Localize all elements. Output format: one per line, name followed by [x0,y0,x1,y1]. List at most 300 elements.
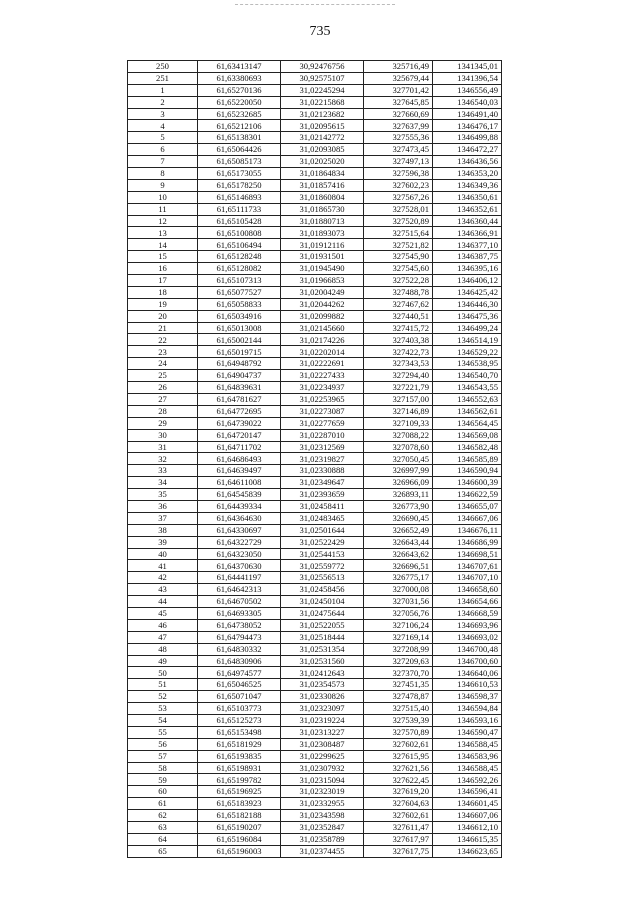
latitude-cell: 61,64330697 [198,524,281,536]
y-coordinate-cell: 1346640,06 [433,667,502,679]
x-coordinate-cell: 327403,38 [364,334,433,346]
table-row [128,382,502,394]
point-number-cell: 9 [128,179,198,191]
table-row [128,441,502,453]
longitude-cell: 31,01931501 [281,251,364,263]
x-coordinate-cell: 327078,60 [364,441,433,453]
page-number: 735 [309,24,331,39]
table-row [128,822,502,834]
y-coordinate-cell: 1346360,44 [433,215,502,227]
point-number-cell: 4 [128,120,198,132]
y-coordinate-cell: 1346693,02 [433,631,502,643]
latitude-cell: 61,65212106 [198,120,281,132]
point-number-cell: 62 [128,810,198,822]
point-number-cell: 65 [128,845,198,857]
point-number-cell: 35 [128,489,198,501]
y-coordinate-cell: 1346352,61 [433,203,502,215]
point-number-cell: 36 [128,500,198,512]
point-number-cell: 51 [128,679,198,691]
latitude-cell: 61,65058833 [198,298,281,310]
point-number-cell: 2 [128,96,198,108]
table-row [128,465,502,477]
y-coordinate-cell: 1346590,47 [433,726,502,738]
point-number-cell: 20 [128,310,198,322]
latitude-cell: 61,64772695 [198,405,281,417]
longitude-cell: 31,01945490 [281,263,364,275]
x-coordinate-cell: 327343,53 [364,358,433,370]
y-coordinate-cell: 1346585,89 [433,453,502,465]
point-number-cell: 1 [128,84,198,96]
x-coordinate-cell: 327615,95 [364,750,433,762]
longitude-cell: 31,02273087 [281,405,364,417]
longitude-cell: 31,01912116 [281,239,364,251]
point-number-cell: 64 [128,833,198,845]
longitude-cell: 31,02458411 [281,500,364,512]
latitude-cell: 61,65190207 [198,822,281,834]
latitude-cell: 61,64545839 [198,489,281,501]
x-coordinate-cell: 327209,63 [364,655,433,667]
longitude-cell: 31,02556513 [281,572,364,584]
latitude-cell: 61,64974577 [198,667,281,679]
table-row [128,691,502,703]
y-coordinate-cell: 1346668,59 [433,607,502,619]
latitude-cell: 61,65196084 [198,833,281,845]
table-row [128,453,502,465]
x-coordinate-cell: 327088,22 [364,429,433,441]
longitude-cell: 31,01865730 [281,203,364,215]
table-row [128,738,502,750]
latitude-cell: 61,64948792 [198,358,281,370]
latitude-cell: 61,64693305 [198,607,281,619]
table-row [128,275,502,287]
latitude-cell: 61,64711702 [198,441,281,453]
longitude-cell: 31,02145660 [281,322,364,334]
y-coordinate-cell: 1346395,16 [433,263,502,275]
longitude-cell: 31,02531560 [281,655,364,667]
longitude-cell: 31,02501644 [281,524,364,536]
latitude-cell: 61,65071047 [198,691,281,703]
longitude-cell: 31,02522429 [281,536,364,548]
y-coordinate-cell: 1346607,06 [433,810,502,822]
y-coordinate-cell: 1346377,10 [433,239,502,251]
longitude-cell: 31,02234937 [281,382,364,394]
latitude-cell: 61,65196925 [198,786,281,798]
x-coordinate-cell: 326643,44 [364,536,433,548]
point-number-cell: 46 [128,619,198,631]
point-number-cell: 19 [128,298,198,310]
longitude-cell: 31,02227433 [281,370,364,382]
y-coordinate-cell: 1346540,70 [433,370,502,382]
latitude-cell: 61,65193835 [198,750,281,762]
x-coordinate-cell: 327488,78 [364,286,433,298]
y-coordinate-cell: 1346564,45 [433,417,502,429]
table-row [128,96,502,108]
table-row [128,774,502,786]
y-coordinate-cell: 1346698,51 [433,548,502,560]
y-coordinate-cell: 1346658,60 [433,584,502,596]
latitude-cell: 61,65064426 [198,144,281,156]
table-row [128,810,502,822]
point-number-cell: 3 [128,108,198,120]
y-coordinate-cell: 1341345,01 [433,61,502,73]
point-number-cell: 48 [128,643,198,655]
point-number-cell: 14 [128,239,198,251]
x-coordinate-cell: 327528,01 [364,203,433,215]
x-coordinate-cell: 327440,51 [364,310,433,322]
table-row [128,179,502,191]
y-coordinate-cell: 1346593,16 [433,714,502,726]
x-coordinate-cell: 327545,60 [364,263,433,275]
x-coordinate-cell: 327473,45 [364,144,433,156]
table-row [128,667,502,679]
longitude-cell: 31,02531354 [281,643,364,655]
x-coordinate-cell: 326775,17 [364,572,433,584]
longitude-cell: 31,02349647 [281,477,364,489]
point-number-cell: 30 [128,429,198,441]
point-number-cell: 10 [128,191,198,203]
longitude-cell: 31,02522055 [281,619,364,631]
longitude-cell: 31,01880713 [281,215,364,227]
table-row [128,489,502,501]
longitude-cell: 31,02559772 [281,560,364,572]
table-row [128,227,502,239]
y-coordinate-cell: 1346615,35 [433,833,502,845]
latitude-cell: 61,65128248 [198,251,281,263]
x-coordinate-cell: 326997,99 [364,465,433,477]
x-coordinate-cell: 326966,09 [364,477,433,489]
table-row [128,203,502,215]
longitude-cell: 31,02358789 [281,833,364,845]
longitude-cell: 31,02374455 [281,845,364,857]
point-number-cell: 59 [128,774,198,786]
latitude-cell: 61,64642313 [198,584,281,596]
y-coordinate-cell: 1346686,99 [433,536,502,548]
x-coordinate-cell: 327602,61 [364,738,433,750]
y-coordinate-cell: 1346499,88 [433,132,502,144]
point-number-cell: 12 [128,215,198,227]
longitude-cell: 31,01860804 [281,191,364,203]
latitude-cell: 61,63413147 [198,61,281,73]
point-number-cell: 15 [128,251,198,263]
table-row [128,144,502,156]
point-number-cell: 52 [128,691,198,703]
table-row [128,286,502,298]
y-coordinate-cell: 1346700,60 [433,655,502,667]
y-coordinate-cell: 1346540,03 [433,96,502,108]
table-row [128,524,502,536]
latitude-cell: 61,65046525 [198,679,281,691]
table-row [128,655,502,667]
y-coordinate-cell: 1346499,24 [433,322,502,334]
x-coordinate-cell: 327570,89 [364,726,433,738]
y-coordinate-cell: 1346569,08 [433,429,502,441]
point-number-cell: 21 [128,322,198,334]
longitude-cell: 31,02450104 [281,596,364,608]
x-coordinate-cell: 327621,56 [364,762,433,774]
point-number-cell: 32 [128,453,198,465]
table-row [128,120,502,132]
table-row [128,536,502,548]
y-coordinate-cell: 1346592,26 [433,774,502,786]
point-number-cell: 27 [128,393,198,405]
table-row [128,477,502,489]
y-coordinate-cell: 1346472,27 [433,144,502,156]
latitude-cell: 61,65153498 [198,726,281,738]
x-coordinate-cell: 326893,11 [364,489,433,501]
longitude-cell: 31,02483465 [281,512,364,524]
longitude-cell: 31,02343598 [281,810,364,822]
y-coordinate-cell: 1346610,53 [433,679,502,691]
table-row [128,310,502,322]
longitude-cell: 31,02093085 [281,144,364,156]
y-coordinate-cell: 1346654,66 [433,596,502,608]
latitude-cell: 61,64370630 [198,560,281,572]
longitude-cell: 31,02202014 [281,346,364,358]
coordinates-table-body [128,61,502,858]
table-row [128,845,502,857]
latitude-cell: 61,64904737 [198,370,281,382]
point-number-cell: 37 [128,512,198,524]
longitude-cell: 31,01966853 [281,275,364,287]
table-row [128,584,502,596]
point-number-cell: 63 [128,822,198,834]
y-coordinate-cell: 1346707,10 [433,572,502,584]
table-row [128,429,502,441]
x-coordinate-cell: 327056,76 [364,607,433,619]
y-coordinate-cell: 1346562,61 [433,405,502,417]
x-coordinate-cell: 327451,35 [364,679,433,691]
point-number-cell: 251 [128,72,198,84]
latitude-cell: 61,64323050 [198,548,281,560]
x-coordinate-cell: 327520,89 [364,215,433,227]
table-row [128,358,502,370]
x-coordinate-cell: 327146,89 [364,405,433,417]
point-number-cell: 55 [128,726,198,738]
table-row [128,346,502,358]
latitude-cell: 61,65106494 [198,239,281,251]
table-row [128,239,502,251]
y-coordinate-cell: 1346583,96 [433,750,502,762]
point-number-cell: 7 [128,156,198,168]
longitude-cell: 31,02215868 [281,96,364,108]
point-number-cell: 54 [128,714,198,726]
table-row [128,500,502,512]
latitude-cell: 61,65077527 [198,286,281,298]
x-coordinate-cell: 326643,62 [364,548,433,560]
table-row [128,215,502,227]
point-number-cell: 50 [128,667,198,679]
latitude-cell: 61,65182188 [198,810,281,822]
y-coordinate-cell: 1346612,10 [433,822,502,834]
latitude-cell: 61,64830332 [198,643,281,655]
longitude-cell: 31,02354573 [281,679,364,691]
latitude-cell: 61,64639497 [198,465,281,477]
table-row [128,726,502,738]
x-coordinate-cell: 327221,79 [364,382,433,394]
latitude-cell: 61,65198931 [198,762,281,774]
x-coordinate-cell: 327596,38 [364,168,433,180]
y-coordinate-cell: 1346425,42 [433,286,502,298]
longitude-cell: 31,02123682 [281,108,364,120]
x-coordinate-cell: 327622,45 [364,774,433,786]
point-number-cell: 17 [128,275,198,287]
table-row [128,334,502,346]
y-coordinate-cell: 1346622,59 [433,489,502,501]
x-coordinate-cell: 327555,36 [364,132,433,144]
x-coordinate-cell: 326696,51 [364,560,433,572]
x-coordinate-cell: 327106,24 [364,619,433,631]
longitude-cell: 31,02319827 [281,453,364,465]
latitude-cell: 61,65002144 [198,334,281,346]
longitude-cell: 31,02352847 [281,822,364,834]
table-row [128,263,502,275]
y-coordinate-cell: 1346655,07 [433,500,502,512]
x-coordinate-cell: 327467,62 [364,298,433,310]
x-coordinate-cell: 326690,45 [364,512,433,524]
latitude-cell: 61,65146893 [198,191,281,203]
latitude-cell: 61,65105428 [198,215,281,227]
y-coordinate-cell: 1346623,65 [433,845,502,857]
table-row [128,298,502,310]
table-row [128,61,502,73]
latitude-cell: 61,64839631 [198,382,281,394]
point-number-cell: 41 [128,560,198,572]
point-number-cell: 60 [128,786,198,798]
longitude-cell: 31,02308487 [281,738,364,750]
latitude-cell: 61,65100808 [198,227,281,239]
latitude-cell: 61,64441197 [198,572,281,584]
point-number-cell: 39 [128,536,198,548]
point-number-cell: 43 [128,584,198,596]
longitude-cell: 31,02044262 [281,298,364,310]
latitude-cell: 61,65199782 [198,774,281,786]
y-coordinate-cell: 1346446,30 [433,298,502,310]
longitude-cell: 31,02025020 [281,156,364,168]
longitude-cell: 31,02004249 [281,286,364,298]
longitude-cell: 31,02315094 [281,774,364,786]
x-coordinate-cell: 327602,61 [364,810,433,822]
y-coordinate-cell: 1346514,19 [433,334,502,346]
y-coordinate-cell: 1346596,41 [433,786,502,798]
point-number-cell: 5 [128,132,198,144]
y-coordinate-cell: 1346556,49 [433,84,502,96]
table-row [128,393,502,405]
x-coordinate-cell: 327602,23 [364,179,433,191]
point-number-cell: 22 [128,334,198,346]
longitude-cell: 31,02544153 [281,548,364,560]
longitude-cell: 31,02174226 [281,334,364,346]
latitude-cell: 61,64670502 [198,596,281,608]
latitude-cell: 61,64720147 [198,429,281,441]
x-coordinate-cell: 326773,90 [364,500,433,512]
table-row [128,251,502,263]
point-number-cell: 8 [128,168,198,180]
x-coordinate-cell: 327157,00 [364,393,433,405]
y-coordinate-cell: 1346590,94 [433,465,502,477]
latitude-cell: 61,64611008 [198,477,281,489]
point-number-cell: 18 [128,286,198,298]
y-coordinate-cell: 1346588,45 [433,738,502,750]
point-number-cell: 44 [128,596,198,608]
point-number-cell: 47 [128,631,198,643]
point-number-cell: 33 [128,465,198,477]
page-top-rule [235,4,395,5]
point-number-cell: 58 [128,762,198,774]
y-coordinate-cell: 1346349,36 [433,179,502,191]
y-coordinate-cell: 1346529,22 [433,346,502,358]
longitude-cell: 31,02412643 [281,667,364,679]
x-coordinate-cell: 325716,49 [364,61,433,73]
point-number-cell: 26 [128,382,198,394]
latitude-cell: 61,65138301 [198,132,281,144]
x-coordinate-cell: 327617,97 [364,833,433,845]
point-number-cell: 6 [128,144,198,156]
point-number-cell: 25 [128,370,198,382]
point-number-cell: 45 [128,607,198,619]
table-row [128,548,502,560]
latitude-cell: 61,64739022 [198,417,281,429]
latitude-cell: 61,65173055 [198,168,281,180]
table-row [128,679,502,691]
x-coordinate-cell: 327611,47 [364,822,433,834]
longitude-cell: 31,02095615 [281,120,364,132]
latitude-cell: 61,65013008 [198,322,281,334]
y-coordinate-cell: 1346387,75 [433,251,502,263]
latitude-cell: 61,64322729 [198,536,281,548]
table-row [128,798,502,810]
latitude-cell: 61,65196003 [198,845,281,857]
table-row [128,750,502,762]
y-coordinate-cell: 1346601,45 [433,798,502,810]
longitude-cell: 31,02323097 [281,703,364,715]
point-number-cell: 23 [128,346,198,358]
table-row [128,786,502,798]
longitude-cell: 31,02299625 [281,750,364,762]
longitude-cell: 31,02142772 [281,132,364,144]
x-coordinate-cell: 327050,45 [364,453,433,465]
x-coordinate-cell: 325679,44 [364,72,433,84]
point-number-cell: 49 [128,655,198,667]
table-row [128,560,502,572]
y-coordinate-cell: 1346350,61 [433,191,502,203]
x-coordinate-cell: 327294,40 [364,370,433,382]
longitude-cell: 31,02312569 [281,441,364,453]
x-coordinate-cell: 327515,64 [364,227,433,239]
coordinates-table [127,60,502,858]
latitude-cell: 61,64830906 [198,655,281,667]
longitude-cell: 31,02277659 [281,417,364,429]
longitude-cell: 30,92575107 [281,72,364,84]
table-row [128,417,502,429]
table-row [128,132,502,144]
x-coordinate-cell: 327701,42 [364,84,433,96]
y-coordinate-cell: 1346598,37 [433,691,502,703]
latitude-cell: 61,63380693 [198,72,281,84]
y-coordinate-cell: 1346676,11 [433,524,502,536]
longitude-cell: 31,02330826 [281,691,364,703]
point-number-cell: 34 [128,477,198,489]
longitude-cell: 31,02307932 [281,762,364,774]
table-row [128,619,502,631]
latitude-cell: 61,64364630 [198,512,281,524]
table-row [128,84,502,96]
x-coordinate-cell: 327637,99 [364,120,433,132]
longitude-cell: 31,02332955 [281,798,364,810]
point-number-cell: 24 [128,358,198,370]
longitude-cell: 31,01857416 [281,179,364,191]
table-row [128,108,502,120]
point-number-cell: 11 [128,203,198,215]
